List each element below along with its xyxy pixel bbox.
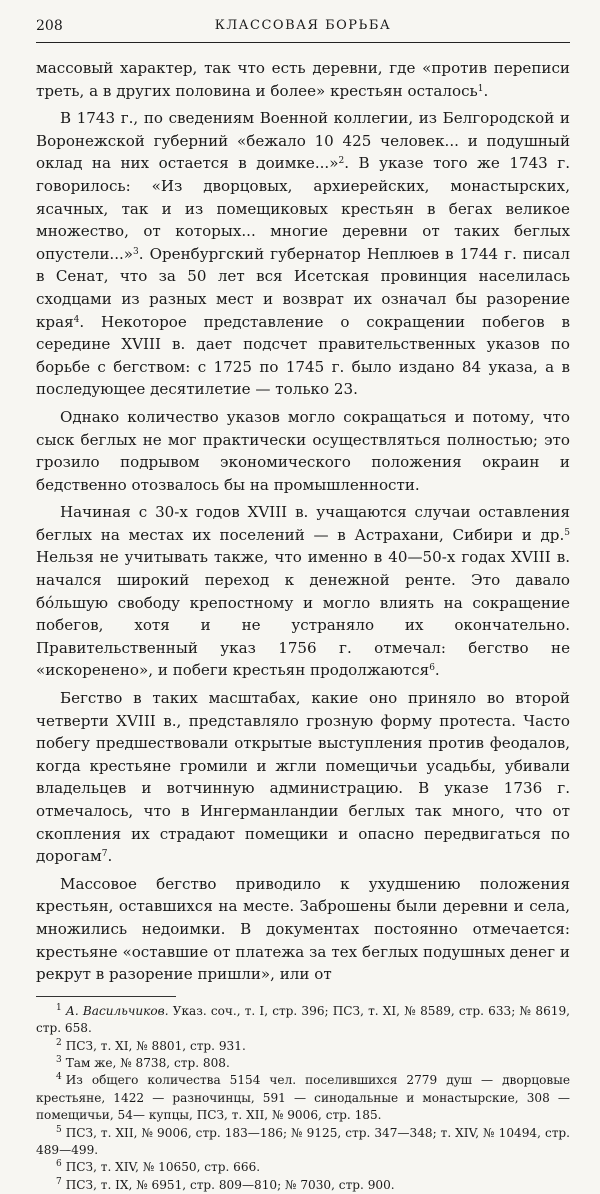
footnote-3: $^3$ Там же, № 8738, стр. 808. xyxy=(56,1054,230,1070)
paragraph-4: Начиная с 30-х годов XVIII в. учащаются случаи оставления беглых на местах их поселений — в Астрахани, Сибири и др.$^5$ Нельзя не учитывать также, что именно в 40—50-х годах XVIII в. начался широкий переход к денежной ренте. Это давало бо́льшую свободу крепостному и могло влиять на сокращение побегов, хотя и не устраняло их окончательно. Правительственный указ 1756 г. отмечал: бегство не «искоренено», и побеги крестьян продолжаются$^6$. xyxy=(36,503,570,680)
footnote-1: $^1$ А. Васильчиков. Указ. соч., т. I, стр. 396; ПСЗ, т. XI, № 8589, стр. 633; № 8619, стр. 658. xyxy=(36,1002,570,1036)
footnote-2: $^2$ ПСЗ, т. XI, № 8801, стр. 931. xyxy=(56,1037,246,1053)
header-rule xyxy=(36,42,570,43)
footnote-6: $^6$ ПСЗ, т. XIV, № 10650, стр. 666. xyxy=(56,1159,261,1175)
page-number: 208 xyxy=(36,18,63,34)
paragraph-1: массовый характер, так что есть деревни, где «против переписи треть, а в других половина и более» крестьян осталось$^1$. xyxy=(36,59,570,100)
footnote-rule xyxy=(36,996,176,997)
footnote-ref-6[interactable]: 6 xyxy=(429,663,435,674)
paragraph-3: Однако количество указов могло сокращаться и потому, что сыск беглых не мог практически осуществляться полностью; это грозило подрывом экономического положения окраин и бедственно отозвалось бы на промышленности. xyxy=(36,407,570,494)
footnote-ref-1[interactable]: 1 xyxy=(477,83,484,94)
footnote-ref-2[interactable]: 2 xyxy=(338,156,345,167)
running-title: КЛАССОВАЯ БОРЬБА xyxy=(214,18,392,33)
paragraph-5: Бегство в таких масштабах, какие оно приняло во второй четверти XVIII в., представляло грозную форму протеста. Часто побегу предшествовали открытые выступления против феодалов, когда крестьяне громили и жгли помещичьи усадьбы, убивали владельцев и вотчинную администрацию. В указе 1736 г. отмечалось, что в Ингерманландии беглых так много, что от скопления их страдают помещики и опасно передвигаться по дорогам$^7$. xyxy=(36,689,570,866)
main-text xyxy=(36,57,570,986)
paragraph-6: Массовое бегство приводило к ухудшению положения крестьян, оставшихся на месте. Заброшены были деревни и села, множились недоимки. В документах постоянно отмечается: крестьяне «оставшие от платежа за тех беглых подушных денег и рекрут в разорение пришли», или от xyxy=(36,874,570,984)
footnote-ref-4[interactable]: 4 xyxy=(73,314,80,325)
footnote-author: А. Васильчиков. xyxy=(65,1003,169,1018)
footnote-7: $^7$ ПСЗ, т. IX, № 6951, стр. 809—810; № 7030, стр. 900. xyxy=(56,1176,395,1192)
footnote-ref-5[interactable]: 5 xyxy=(564,527,570,538)
footnotes xyxy=(36,1003,570,1194)
footnote-4: $^4$ Из общего количества 5154 чел. поселившихся 2779 душ — дворцовые крестьяне, 1422 — разночинцы, 591 — синодальные и монастырские, 308 — помещичьи, 54— купцы, ПСЗ, т. XII, № 9006, стр. 185. xyxy=(36,1072,570,1123)
footnote-ref-7[interactable]: 7 xyxy=(101,849,108,860)
paragraph-2: В 1743 г., по сведениям Военной коллегии, из Белгородской и Воронежской губерний «бежало 10 425 человек... и подушный оклад на них остается в доимке...»$^2$. В указе того же 1743 г. говорилось: «Из дворцовых, архиерейских, монастырских, ясачных, так и из помещиковых крестьян в бегах великое множество, от которых... многие деревни от таких беглых опустели...»$^3$. Оренбургский губернатор Неплюев в 1744 г. писал в Сенат, что за 50 лет вся Исетская провинция населилась сходцами из разных мест и возврат их означал бы разорение края$^4$. Некоторое представление о сокращении побегов в середине XVIII в. дает подсчет правительственных указов по борьбе с бегством: с 1725 по 1745 г. было издано 84 указа, а в последующее десятилетие — только 23. xyxy=(36,109,570,399)
footnote-ref-3[interactable]: 3 xyxy=(133,246,139,257)
page-header xyxy=(36,14,570,36)
footnote-5: $^5$ ПСЗ, т. XII, № 9006, стр. 183—186; № 9125, стр. 347—348; т. XIV, № 10494, стр. 489—499. xyxy=(36,1124,570,1157)
